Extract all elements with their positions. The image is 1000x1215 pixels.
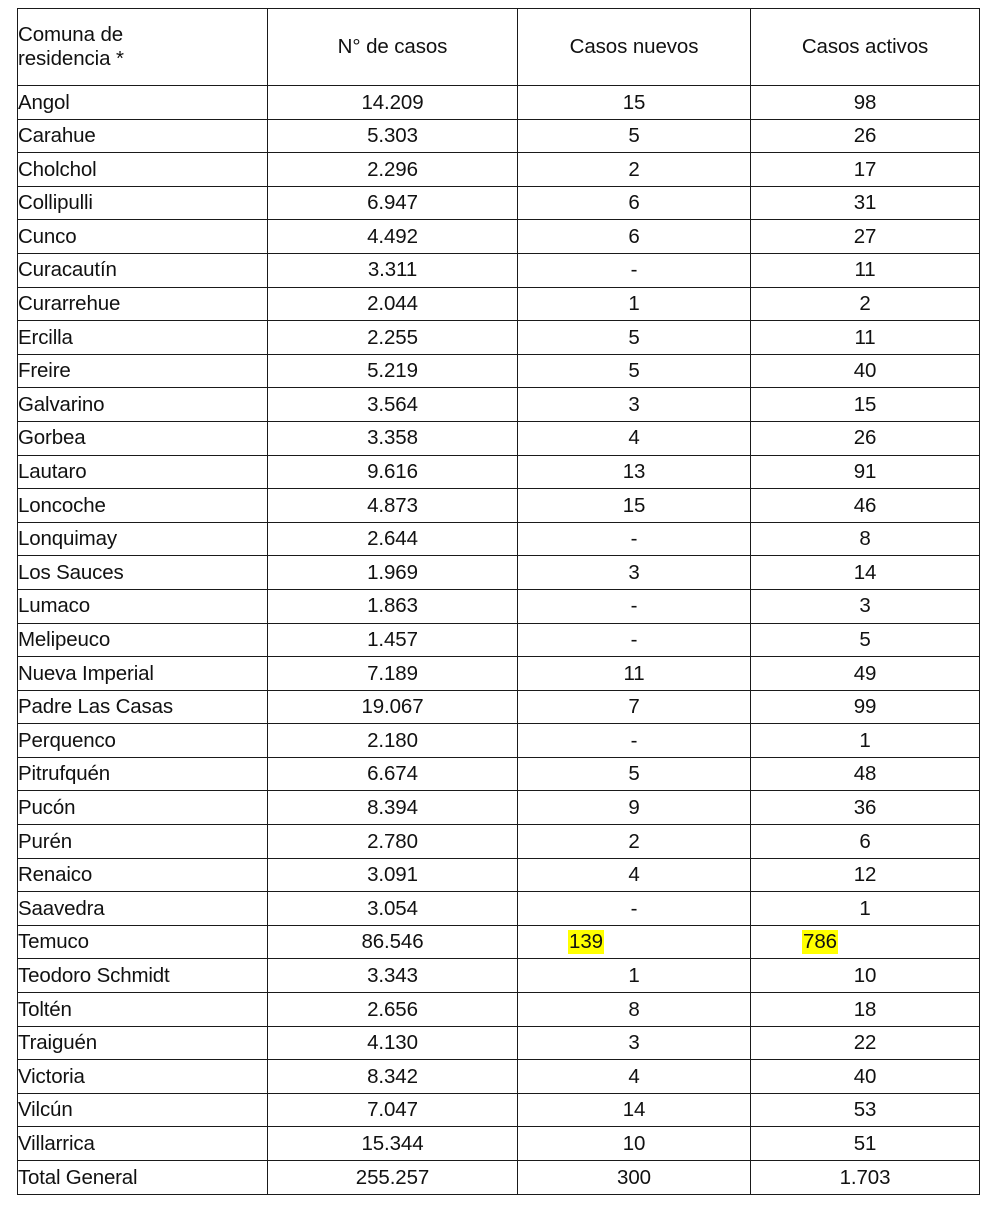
total-cell-casos-nuevos: 300 bbox=[518, 1161, 751, 1195]
cell-casos-nuevos: 15 bbox=[518, 489, 751, 523]
cell-casos: 4.492 bbox=[268, 220, 518, 254]
column-header-comuna-line-1: Comuna de bbox=[18, 23, 124, 47]
cell-casos: 2.780 bbox=[268, 825, 518, 859]
cell-comuna: Padre Las Casas bbox=[18, 690, 268, 724]
cell-casos: 2.044 bbox=[268, 287, 518, 321]
cell-casos-activos bbox=[751, 925, 980, 959]
cell-casos-activos: 31 bbox=[751, 186, 980, 220]
cell-casos: 2.296 bbox=[268, 153, 518, 187]
cell-casos: 9.616 bbox=[268, 455, 518, 489]
cell-casos-activos: 27 bbox=[751, 220, 980, 254]
cell-casos: 3.091 bbox=[268, 858, 518, 892]
cell-casos-nuevos: 14 bbox=[518, 1093, 751, 1127]
header-row bbox=[18, 9, 980, 86]
cell-casos-activos: 98 bbox=[751, 86, 980, 120]
table-row bbox=[18, 220, 980, 254]
cell-casos-activos: 26 bbox=[751, 119, 980, 153]
cell-casos: 1.457 bbox=[268, 623, 518, 657]
cell-casos-activos: 2 bbox=[751, 287, 980, 321]
cell-casos: 5.303 bbox=[268, 119, 518, 153]
cell-casos: 86.546 bbox=[268, 925, 518, 959]
table-row bbox=[18, 724, 980, 758]
cell-comuna: Galvarino bbox=[18, 388, 268, 422]
cell-comuna: Pitrufquén bbox=[18, 757, 268, 791]
cell-casos: 3.564 bbox=[268, 388, 518, 422]
table-row bbox=[18, 825, 980, 859]
cell-casos-nuevos: 2 bbox=[518, 153, 751, 187]
cell-casos: 8.394 bbox=[268, 791, 518, 825]
cell-casos-nuevos: 6 bbox=[518, 220, 751, 254]
table-row bbox=[18, 589, 980, 623]
table-row bbox=[18, 1026, 980, 1060]
cell-casos: 5.219 bbox=[268, 354, 518, 388]
cell-casos-nuevos: 1 bbox=[518, 959, 751, 993]
cell-casos: 7.047 bbox=[268, 1093, 518, 1127]
cell-comuna: Victoria bbox=[18, 1060, 268, 1094]
table-row bbox=[18, 993, 980, 1027]
cell-comuna: Lonquimay bbox=[18, 522, 268, 556]
cell-comuna: Vilcún bbox=[18, 1093, 268, 1127]
cell-comuna: Teodoro Schmidt bbox=[18, 959, 268, 993]
cell-casos: 2.656 bbox=[268, 993, 518, 1027]
total-cell-comuna: Total General bbox=[18, 1161, 268, 1195]
cell-casos-activos: 5 bbox=[751, 623, 980, 657]
cell-casos-activos: 1 bbox=[751, 892, 980, 926]
cell-casos-nuevos: 2 bbox=[518, 825, 751, 859]
cell-casos-activos: 8 bbox=[751, 522, 980, 556]
table-header bbox=[18, 9, 980, 86]
table-row bbox=[18, 421, 980, 455]
cell-casos-activos: 11 bbox=[751, 321, 980, 355]
table-row bbox=[18, 556, 980, 590]
cell-casos: 6.674 bbox=[268, 757, 518, 791]
cell-casos: 6.947 bbox=[268, 186, 518, 220]
highlight-marker: 139 bbox=[569, 930, 603, 954]
table-row bbox=[18, 354, 980, 388]
cell-casos-nuevos: 5 bbox=[518, 119, 751, 153]
cell-casos: 15.344 bbox=[268, 1127, 518, 1161]
cell-comuna: Cholchol bbox=[18, 153, 268, 187]
cell-casos-activos: 49 bbox=[751, 657, 980, 691]
cell-casos: 7.189 bbox=[268, 657, 518, 691]
cell-comuna: Ercilla bbox=[18, 321, 268, 355]
table-row bbox=[18, 522, 980, 556]
cell-casos-activos: 26 bbox=[751, 421, 980, 455]
cell-casos-nuevos: 8 bbox=[518, 993, 751, 1027]
cell-comuna: Carahue bbox=[18, 119, 268, 153]
cell-casos-nuevos: - bbox=[518, 623, 751, 657]
cell-casos-nuevos: 13 bbox=[518, 455, 751, 489]
cell-casos-nuevos: 5 bbox=[518, 321, 751, 355]
cell-casos-nuevos: 15 bbox=[518, 86, 751, 120]
total-cell-casos-activos: 1.703 bbox=[751, 1161, 980, 1195]
cell-comuna: Freire bbox=[18, 354, 268, 388]
cell-casos-activos: 12 bbox=[751, 858, 980, 892]
cell-comuna: Gorbea bbox=[18, 421, 268, 455]
cell-comuna: Lumaco bbox=[18, 589, 268, 623]
cell-casos-nuevos: - bbox=[518, 589, 751, 623]
column-header-comuna bbox=[18, 9, 268, 86]
cell-casos: 8.342 bbox=[268, 1060, 518, 1094]
cell-casos-activos: 18 bbox=[751, 993, 980, 1027]
table-row bbox=[18, 1093, 980, 1127]
cell-casos: 3.311 bbox=[268, 253, 518, 287]
cell-comuna: Curacautín bbox=[18, 253, 268, 287]
table-row bbox=[18, 791, 980, 825]
table-body bbox=[18, 86, 980, 1195]
table-row bbox=[18, 287, 980, 321]
cell-casos-nuevos: - bbox=[518, 522, 751, 556]
cell-casos-activos: 10 bbox=[751, 959, 980, 993]
cell-casos-activos: 36 bbox=[751, 791, 980, 825]
table-row bbox=[18, 388, 980, 422]
cell-casos-activos: 99 bbox=[751, 690, 980, 724]
cell-casos-activos: 91 bbox=[751, 455, 980, 489]
cell-casos: 3.343 bbox=[268, 959, 518, 993]
cell-comuna: Temuco bbox=[18, 925, 268, 959]
cell-comuna: Curarrehue bbox=[18, 287, 268, 321]
cell-comuna: Melipeuco bbox=[18, 623, 268, 657]
table-row bbox=[18, 321, 980, 355]
cell-casos-nuevos: - bbox=[518, 892, 751, 926]
cell-casos: 3.358 bbox=[268, 421, 518, 455]
cell-casos-activos: 40 bbox=[751, 354, 980, 388]
total-row bbox=[18, 1161, 980, 1195]
cell-comuna: Perquenco bbox=[18, 724, 268, 758]
cell-casos: 2.255 bbox=[268, 321, 518, 355]
table-row bbox=[18, 186, 980, 220]
cell-casos-activos: 22 bbox=[751, 1026, 980, 1060]
table-row bbox=[18, 455, 980, 489]
column-header-casos: N° de casos bbox=[268, 9, 518, 86]
table-row bbox=[18, 253, 980, 287]
cell-casos-activos: 46 bbox=[751, 489, 980, 523]
cell-casos-nuevos: 1 bbox=[518, 287, 751, 321]
cell-casos-activos: 17 bbox=[751, 153, 980, 187]
table-row bbox=[18, 858, 980, 892]
table-row bbox=[18, 892, 980, 926]
cell-casos-nuevos: 4 bbox=[518, 1060, 751, 1094]
cell-casos: 4.130 bbox=[268, 1026, 518, 1060]
column-header-casos-activos: Casos activos bbox=[751, 9, 980, 86]
cell-casos: 1.969 bbox=[268, 556, 518, 590]
cell-comuna: Lautaro bbox=[18, 455, 268, 489]
cell-casos-activos: 40 bbox=[751, 1060, 980, 1094]
cell-casos-activos: 48 bbox=[751, 757, 980, 791]
cell-casos: 19.067 bbox=[268, 690, 518, 724]
cell-comuna: Los Sauces bbox=[18, 556, 268, 590]
cell-comuna: Cunco bbox=[18, 220, 268, 254]
table-row bbox=[18, 86, 980, 120]
cell-casos: 3.054 bbox=[268, 892, 518, 926]
table-row bbox=[18, 623, 980, 657]
table-row bbox=[18, 1127, 980, 1161]
cell-casos-nuevos: 5 bbox=[518, 354, 751, 388]
cell-comuna: Traiguén bbox=[18, 1026, 268, 1060]
cell-comuna: Renaico bbox=[18, 858, 268, 892]
table-row bbox=[18, 690, 980, 724]
cell-casos: 2.180 bbox=[268, 724, 518, 758]
table-row bbox=[18, 657, 980, 691]
cell-casos-nuevos: 4 bbox=[518, 421, 751, 455]
cell-casos-activos: 3 bbox=[751, 589, 980, 623]
cell-comuna: Nueva Imperial bbox=[18, 657, 268, 691]
cell-casos: 14.209 bbox=[268, 86, 518, 120]
cell-casos-activos: 14 bbox=[751, 556, 980, 590]
cell-casos-nuevos: 3 bbox=[518, 556, 751, 590]
column-header-casos-nuevos: Casos nuevos bbox=[518, 9, 751, 86]
cell-casos: 4.873 bbox=[268, 489, 518, 523]
cell-casos-nuevos: - bbox=[518, 724, 751, 758]
cell-casos-nuevos: 3 bbox=[518, 1026, 751, 1060]
cell-casos-nuevos: 6 bbox=[518, 186, 751, 220]
total-cell-casos: 255.257 bbox=[268, 1161, 518, 1195]
table-row bbox=[18, 925, 980, 959]
table-row bbox=[18, 1060, 980, 1094]
cell-comuna: Loncoche bbox=[18, 489, 268, 523]
cell-casos-nuevos bbox=[518, 925, 751, 959]
cell-casos: 2.644 bbox=[268, 522, 518, 556]
cell-comuna: Purén bbox=[18, 825, 268, 859]
cell-casos-nuevos: 11 bbox=[518, 657, 751, 691]
cell-casos-nuevos: - bbox=[518, 253, 751, 287]
cell-casos-activos: 11 bbox=[751, 253, 980, 287]
cell-comuna: Pucón bbox=[18, 791, 268, 825]
column-header-comuna-line-2: residencia * bbox=[18, 47, 124, 70]
cell-casos-nuevos: 9 bbox=[518, 791, 751, 825]
cell-comuna: Villarrica bbox=[18, 1127, 268, 1161]
cell-casos-activos: 51 bbox=[751, 1127, 980, 1161]
table-row bbox=[18, 489, 980, 523]
highlight-marker: 786 bbox=[803, 930, 837, 954]
cell-comuna: Toltén bbox=[18, 993, 268, 1027]
cell-casos-activos: 15 bbox=[751, 388, 980, 422]
cell-casos-nuevos: 5 bbox=[518, 757, 751, 791]
cell-casos-activos: 53 bbox=[751, 1093, 980, 1127]
cases-by-comuna-table bbox=[17, 8, 980, 1195]
cell-casos-nuevos: 3 bbox=[518, 388, 751, 422]
table-row bbox=[18, 119, 980, 153]
cell-casos: 1.863 bbox=[268, 589, 518, 623]
cell-comuna: Angol bbox=[18, 86, 268, 120]
cell-comuna: Saavedra bbox=[18, 892, 268, 926]
table-row bbox=[18, 153, 980, 187]
cell-comuna: Collipulli bbox=[18, 186, 268, 220]
table-row bbox=[18, 757, 980, 791]
table-row bbox=[18, 959, 980, 993]
cell-casos-nuevos: 4 bbox=[518, 858, 751, 892]
cell-casos-nuevos: 7 bbox=[518, 690, 751, 724]
cell-casos-activos: 1 bbox=[751, 724, 980, 758]
cell-casos-nuevos: 10 bbox=[518, 1127, 751, 1161]
cell-casos-activos: 6 bbox=[751, 825, 980, 859]
